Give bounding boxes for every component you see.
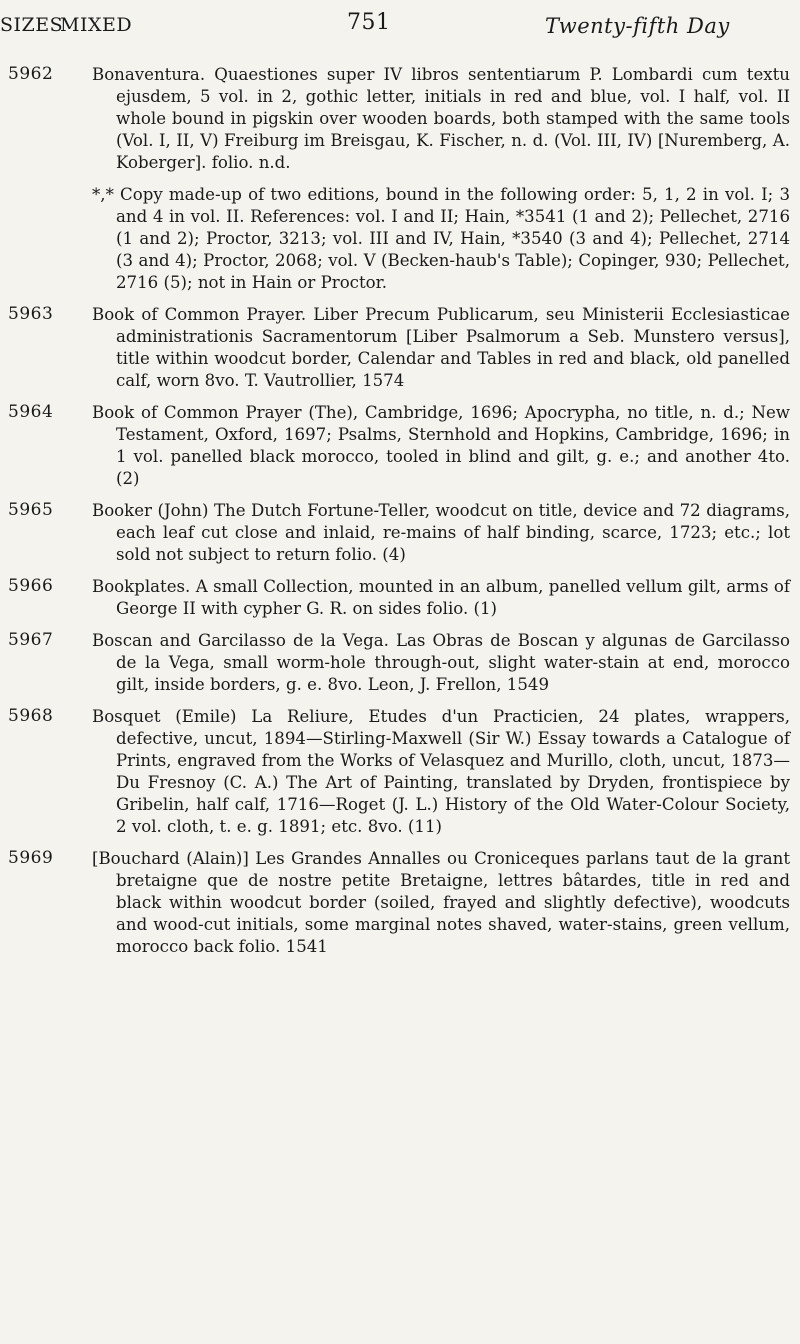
lot-description: [Bouchard (Alain)] Les Grandes Annalles ou Croniceques parlans taut de la grant bretaigne que de nostre petite Bretaigne, lettres bâtardes, title in red and black within woodcut border (soiled, frayed and slightly defective), woodcuts and wood-cut initials, some marginal notes shaved, water-stains, green vellum, morocco back folio. 1541 xyxy=(92,849,790,956)
lot-description: Bosquet (Emile) La Reliure, Etudes d'un Practicien, 24 plates, wrappers, defective, uncut, 1894—Stirling-Maxwell (Sir W.) Essay towards a Catalogue of Prints, engraved from the Works of Velasquez and Murillo, cloth, uncut, 1873—Du Fresnoy (C. A.) The Art of Painting, translated by Dryden, frontispiece by Gribelin, half calf, 1716—Roget (J. L.) History of the Old Water-Colour Society, 2 vol. cloth, t. e. g. 1891; etc. 8vo. (11) xyxy=(92,707,790,836)
page-header xyxy=(0,6,800,40)
lot-description: Book of Common Prayer (The), Cambridge, 1696; Apocrypha, no title, n. d.; New Testament, Oxford, 1697; Psalms, Sternhold and Hopkins, Cambridge, 1696; in 1 vol. panelled black morocco, tooled in blind and gilt, g. e.; and another 4to. (2) xyxy=(92,403,790,488)
lot-description: Bookplates. A small Collection, mounted in an album, panelled vellum gilt, arms of George II with cypher G. R. on sides folio. (1) xyxy=(92,577,790,618)
lot-entry xyxy=(0,304,800,392)
lot-entry xyxy=(0,500,800,566)
lot-entry xyxy=(0,706,800,838)
lot-description: Book of Common Prayer. Liber Precum Publicarum, seu Ministerii Ecclesiasticae administrationis Sacramentorum [Liber Psalmorum a Seb. Munstero versus], title within woodcut border, Calendar and Tables in red and black, old panelled calf, worn 8vo. T. Vautrollier, 1574 xyxy=(92,305,790,390)
lot-number: 5968 xyxy=(8,706,54,726)
lot-entry xyxy=(0,848,800,958)
lot-entry xyxy=(0,64,800,174)
header-sizes: SIZES xyxy=(0,14,64,36)
lot-entry xyxy=(0,630,800,696)
lot-number: 5962 xyxy=(8,64,54,84)
header-mixed: MIXED xyxy=(60,14,133,36)
lot-number: 5967 xyxy=(8,630,54,650)
lot-number: 5966 xyxy=(8,576,54,596)
lot-number: 5969 xyxy=(8,848,54,868)
lot-entry xyxy=(0,576,800,620)
lot-description: Booker (John) The Dutch Fortune-Teller, woodcut on title, device and 72 diagrams, each leaf cut close and inlaid, re-mains of half binding, scarce, 1723; etc.; lot sold not subject to return folio. (4) xyxy=(92,501,790,564)
lot-number: 5964 xyxy=(8,402,54,422)
header-day: Twenty-fifth Day xyxy=(545,14,730,38)
lot-number: 5963 xyxy=(8,304,54,324)
lot-entry xyxy=(0,402,800,490)
lot-description: Bonaventura. Quaestiones super IV libros sententiarum P. Lombardi cum textu ejusdem, 5 vol. in 2, gothic letter, initials in red and blue, vol. I half, vol. II whole bound in pigskin over wooden boards, both stamped with the same tools (Vol. I, II, V) Freiburg im Breisgau, K. Fischer, n. d. (Vol. III, IV) [Nuremberg, A. Koberger]. folio. n.d. xyxy=(92,65,790,172)
lot-list xyxy=(0,64,800,968)
lot-number: 5965 xyxy=(8,500,54,520)
lot-note xyxy=(70,184,800,294)
page-number: 751 xyxy=(347,10,391,35)
lot-note-text: *,* Copy made-up of two editions, bound in the following order: 5, 1, 2 in vol. I; 3 and 4 in vol. II. References: vol. I and II; Hain, *3541 (1 and 2); Pellechet, 2716 (1 and 2); Proctor, 3213; vol. III and IV, Hain, *3540 (3 and 4); Pellechet, 2714 (3 and 4); Proctor, 2068; vol. V (Becken-haub's Table); Copinger, 930; Pellechet, 2716 (5); not in Hain or Proctor. xyxy=(92,185,790,292)
lot-description: Boscan and Garcilasso de la Vega. Las Obras de Boscan y algunas de Garcilasso de la Vega, small worm-hole through-out, slight water-stain at end, morocco gilt, inside borders, g. e. 8vo. Leon, J. Frellon, 1549 xyxy=(92,631,790,694)
